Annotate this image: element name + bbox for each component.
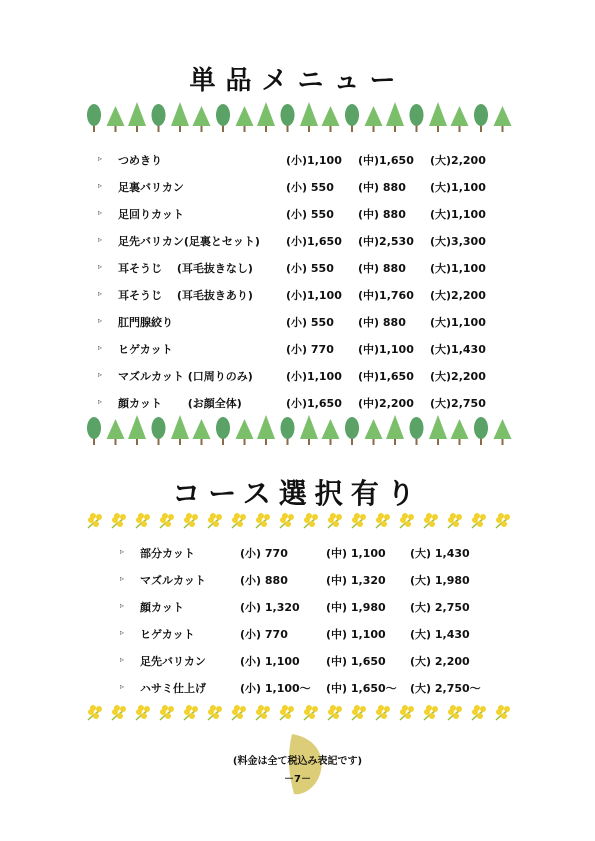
- mimosa-flower-icon: [136, 513, 150, 528]
- menu-item-large: (大)1,100: [430, 262, 486, 275]
- tree-icon: [152, 417, 166, 445]
- menu-item-large: (大)1,100: [430, 208, 486, 221]
- mimosa-flower-icon: [88, 513, 102, 528]
- flower-border-bottom: [84, 704, 514, 726]
- menu-item-medium: (中)1,760: [358, 289, 414, 302]
- menu-item-name: 耳そうじ (耳毛抜きあり): [118, 289, 253, 302]
- menu-item-medium: (中) 1,980: [326, 601, 386, 614]
- mimosa-flower-icon: [496, 513, 510, 528]
- menu-item-small: (小) 550: [286, 316, 334, 329]
- menu-item-small: (小) 770: [240, 628, 288, 641]
- triangle-right-icon: ▹: [98, 370, 103, 379]
- menu-item-medium: (中) 880: [358, 208, 406, 221]
- triangle-right-icon: ▹: [120, 655, 125, 664]
- mimosa-flower-icon: [304, 513, 318, 528]
- menu-item-small: (小)1,650: [286, 397, 342, 410]
- menu-item-small: (小)1,650: [286, 235, 342, 248]
- menu-item-name: 肛門腺絞り: [118, 316, 173, 329]
- menu-item-large: (大) 1,980: [410, 574, 470, 587]
- tree-icon: [236, 106, 254, 132]
- menu-item-name: 足先バリカン: [140, 655, 206, 668]
- mimosa-flower-icon: [232, 513, 246, 528]
- single-menu-title: 単品メニュー: [189, 66, 406, 96]
- tree-icon: [451, 419, 469, 445]
- tree-icon: [429, 415, 447, 445]
- menu-item-large: (大) 2,200: [410, 655, 470, 668]
- mimosa-flower-icon: [496, 705, 510, 720]
- menu-item-medium: (中) 1,650: [326, 655, 386, 668]
- menu-item-medium: (中)1,650: [358, 154, 414, 167]
- triangle-right-icon: ▹: [98, 235, 103, 244]
- mimosa-flower-icon: [88, 705, 102, 720]
- mimosa-flower-icon: [280, 705, 294, 720]
- mimosa-flower-icon: [136, 705, 150, 720]
- menu-item-small: (小) 550: [286, 208, 334, 221]
- menu-item-name: 顔カット: [140, 601, 184, 614]
- tree-icon: [474, 104, 488, 132]
- tree-icon: [171, 102, 189, 132]
- mimosa-flower-icon: [448, 705, 462, 720]
- triangle-right-icon: ▹: [98, 208, 103, 217]
- triangle-right-icon: ▹: [120, 682, 125, 691]
- menu-item-name: 部分カット: [140, 547, 195, 560]
- menu-item-name: 足裏バリカン: [118, 181, 184, 194]
- mimosa-flower-icon: [160, 513, 174, 528]
- mimosa-flower-icon: [184, 705, 198, 720]
- mimosa-flower-icon: [160, 705, 174, 720]
- tree-icon: [322, 106, 340, 132]
- mimosa-flower-icon: [256, 705, 270, 720]
- mimosa-flower-icon: [376, 513, 390, 528]
- mimosa-flower-icon: [208, 513, 222, 528]
- menu-item-small: (小) 770: [240, 547, 288, 560]
- menu-item-large: (大)2,200: [430, 289, 486, 302]
- menu-item-large: (大)2,200: [430, 370, 486, 383]
- mimosa-flower-icon: [328, 513, 342, 528]
- triangle-right-icon: ▹: [98, 262, 103, 271]
- tree-icon: [345, 417, 359, 445]
- triangle-right-icon: ▹: [98, 289, 103, 298]
- tree-icon: [171, 415, 189, 445]
- menu-item-large: (大)2,750: [430, 397, 486, 410]
- menu-item-medium: (中) 1,100: [326, 547, 386, 560]
- menu-item-name: ヒゲカット: [140, 628, 195, 641]
- menu-item-small: (小) 880: [240, 574, 288, 587]
- tree-icon: [216, 417, 230, 445]
- menu-item-medium: (中) 1,650～: [326, 682, 397, 695]
- mimosa-flower-icon: [448, 513, 462, 528]
- menu-item-name: マズルカット (口周りのみ): [118, 370, 253, 383]
- menu-item-small: (小) 770: [286, 343, 334, 356]
- tree-icon: [128, 102, 146, 132]
- triangle-right-icon: ▹: [98, 343, 103, 352]
- tree-icon: [87, 417, 101, 445]
- menu-item-large: (大)1,100: [430, 316, 486, 329]
- tree-icon: [429, 102, 447, 132]
- menu-item-large: (大)1,430: [430, 343, 486, 356]
- menu-item-medium: (中) 1,320: [326, 574, 386, 587]
- tree-icon: [193, 419, 211, 445]
- mimosa-flower-icon: [400, 705, 414, 720]
- menu-item-medium: (中)2,200: [358, 397, 414, 410]
- tree-icon: [257, 415, 275, 445]
- menu-item-name: マズルカット: [140, 574, 206, 587]
- tree-icon: [300, 102, 318, 132]
- triangle-right-icon: ▹: [120, 547, 125, 556]
- triangle-right-icon: ▹: [98, 154, 103, 163]
- menu-item-name: 足先バリカン(足裏とセット): [118, 235, 260, 248]
- tree-icon: [300, 415, 318, 445]
- triangle-right-icon: ▹: [98, 397, 103, 406]
- menu-item-small: (小)1,100: [286, 289, 342, 302]
- tree-icon: [494, 106, 512, 132]
- menu-item-large: (大)1,100: [430, 181, 486, 194]
- tree-icon: [257, 102, 275, 132]
- menu-item-small: (小) 550: [286, 262, 334, 275]
- menu-item-name: ハサミ仕上げ: [140, 682, 206, 695]
- mimosa-flower-icon: [208, 705, 222, 720]
- mimosa-flower-icon: [328, 705, 342, 720]
- tree-icon: [107, 106, 125, 132]
- mimosa-flower-icon: [352, 705, 366, 720]
- triangle-right-icon: ▹: [120, 601, 125, 610]
- mimosa-flower-icon: [280, 513, 294, 528]
- flower-border-top: [84, 512, 514, 534]
- menu-item-large: (大)3,300: [430, 235, 486, 248]
- mimosa-flower-icon: [112, 513, 126, 528]
- mimosa-flower-icon: [400, 513, 414, 528]
- menu-item-small: (小)1,100: [286, 370, 342, 383]
- tree-icon: [322, 419, 340, 445]
- menu-item-large: (大) 2,750: [410, 601, 470, 614]
- menu-item-large: (大) 1,430: [410, 628, 470, 641]
- mimosa-flower-icon: [232, 705, 246, 720]
- tree-icon: [345, 104, 359, 132]
- menu-item-small: (小)1,100: [286, 154, 342, 167]
- tree-icon: [474, 417, 488, 445]
- page-number: －7－: [284, 774, 311, 785]
- menu-item-medium: (中)1,650: [358, 370, 414, 383]
- tree-icon: [365, 106, 383, 132]
- menu-item-name: ヒゲカット: [118, 343, 173, 356]
- tree-icon: [107, 419, 125, 445]
- tree-icon: [216, 104, 230, 132]
- menu-item-medium: (中) 1,100: [326, 628, 386, 641]
- tree-icon: [236, 419, 254, 445]
- menu-item-medium: (中)2,530: [358, 235, 414, 248]
- menu-item-name: 耳そうじ (耳毛抜きなし): [118, 262, 253, 275]
- mimosa-flower-icon: [352, 513, 366, 528]
- tree-border-bottom: [84, 413, 514, 447]
- mimosa-flower-icon: [472, 513, 486, 528]
- tree-icon: [386, 415, 404, 445]
- tree-border-top: [84, 100, 514, 134]
- price-note: (料金は全て税込み表記です): [232, 756, 363, 767]
- menu-item-name: 足回りカット: [118, 208, 184, 221]
- menu-item-medium: (中) 880: [358, 181, 406, 194]
- tree-icon: [281, 417, 295, 445]
- mimosa-flower-icon: [112, 705, 126, 720]
- menu-item-small: (小) 550: [286, 181, 334, 194]
- triangle-right-icon: ▹: [120, 574, 125, 583]
- course-menu-title: コース選択有り: [172, 477, 423, 510]
- menu-item-small: (小) 1,320: [240, 601, 300, 614]
- mimosa-flower-icon: [424, 513, 438, 528]
- tree-icon: [87, 104, 101, 132]
- menu-item-large: (大) 2,750～: [410, 682, 481, 695]
- menu-item-small: (小) 1,100～: [240, 682, 311, 695]
- triangle-right-icon: ▹: [98, 316, 103, 325]
- menu-item-large: (大)2,200: [430, 154, 486, 167]
- menu-item-small: (小) 1,100: [240, 655, 300, 668]
- menu-item-medium: (中) 880: [358, 316, 406, 329]
- tree-icon: [451, 106, 469, 132]
- tree-icon: [193, 106, 211, 132]
- tree-icon: [386, 102, 404, 132]
- triangle-right-icon: ▹: [120, 628, 125, 637]
- mimosa-flower-icon: [304, 705, 318, 720]
- menu-item-medium: (中)1,100: [358, 343, 414, 356]
- tree-icon: [152, 104, 166, 132]
- tree-icon: [494, 419, 512, 445]
- menu-item-large: (大) 1,430: [410, 547, 470, 560]
- menu-item-medium: (中) 880: [358, 262, 406, 275]
- menu-item-name: 顔カット (お顔全体): [118, 397, 242, 410]
- mimosa-flower-icon: [424, 705, 438, 720]
- tree-icon: [410, 104, 424, 132]
- mimosa-flower-icon: [184, 513, 198, 528]
- tree-icon: [410, 417, 424, 445]
- triangle-right-icon: ▹: [98, 181, 103, 190]
- mimosa-flower-icon: [256, 513, 270, 528]
- tree-icon: [128, 415, 146, 445]
- mimosa-flower-icon: [376, 705, 390, 720]
- mimosa-flower-icon: [472, 705, 486, 720]
- tree-icon: [365, 419, 383, 445]
- tree-icon: [281, 104, 295, 132]
- menu-item-name: つめきり: [118, 154, 162, 167]
